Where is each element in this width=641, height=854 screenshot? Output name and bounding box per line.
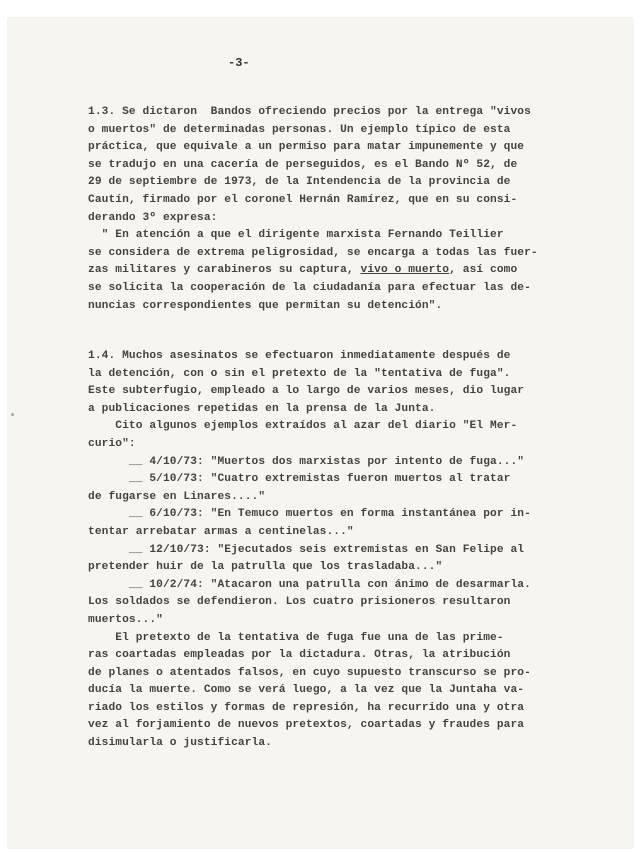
- text-line: se solicita la cooperación de la ciudadanía para efectuar las de-: [88, 281, 531, 294]
- text-line: " En atención a que el dirigente marxista Fernando Teillier: [88, 229, 504, 242]
- text-line: muertos...": [88, 613, 163, 626]
- text-line: nuncias correspondientes que permitan su detención".: [88, 299, 443, 312]
- text-line: 1.3. Se dictaron Bandos ofreciendo precios por la entrega "vivos: [88, 106, 531, 118]
- text-line: derando 3º expresa:: [88, 211, 218, 224]
- text-line: tentar arrebatar armas a centinelas...": [88, 525, 354, 538]
- ink-speck: [11, 413, 14, 416]
- text-line: a publicaciones repetidas en la prensa de la Junta.: [88, 402, 436, 415]
- text-line: __ 6/10/73: "En Temuco muertos en forma instantánea por in-: [88, 508, 531, 521]
- text-line: de planes o atentados falsos, en cuyo supuesto transcurso se pro-: [88, 666, 531, 679]
- text-line: se considera de extrema peligrosidad, se encarga a todas las fuer-: [88, 246, 538, 259]
- text-line: se tradujo en una cacería de perseguidos, es el Bando Nº 52, de: [88, 158, 518, 171]
- text-line: __ 5/10/73: "Cuatro extremistas fueron muertos al tratar: [88, 473, 511, 486]
- section-1-3: [88, 104, 588, 315]
- text-line: la detención, con o sin el pretexto de la "tentativa de fuga".: [88, 367, 511, 380]
- text-line: de fugarse en Linares....": [88, 490, 266, 503]
- text-line: riado los estilos y formas de represión, ha recurrido una y otra: [88, 701, 525, 714]
- underlined-phrase: vivo o muerto: [360, 264, 450, 277]
- text-line: ras coartadas empleadas por la dictadura. Otras, la atribución: [88, 649, 511, 662]
- text-line: 29 de septiembre de 1973, de la Intendencia de la provincia de: [88, 176, 511, 189]
- text-line: Este subterfugio, empleado a lo largo de varios meses, dio lugar: [88, 385, 525, 398]
- page-number: -3-: [228, 56, 250, 70]
- text-line: ducía la muerte. Como se verá luego, a la vez que la Juntaha va-: [88, 684, 525, 697]
- text-line: práctica, que equivale a un permiso para matar impunemente y que: [88, 141, 525, 154]
- text-line: curio":: [88, 437, 136, 450]
- text-line: Los soldados se defendieron. Los cuatro prisioneros resultaron: [88, 596, 511, 609]
- text-line: Cautín, firmado por el coronel Hernán Ramírez, que en su consi-: [88, 193, 518, 206]
- text-line: disimularla o justificarla.: [88, 737, 272, 750]
- text-line: o muertos" de determinadas personas. Un ejemplo típico de esta: [88, 123, 511, 136]
- text-line: __ 12/10/73: "Ejecutados seis extremistas en San Felipe al: [88, 543, 525, 556]
- text-line: __ 10/2/74: "Atacaron una patrulla con ánimo de desarmarla.: [88, 578, 531, 591]
- text-line: __ 4/10/73: "Muertos dos marxistas por intento de fuga...": [88, 455, 525, 468]
- text-line: El pretexto de la tentativa de fuga fue una de las prime-: [88, 631, 504, 644]
- text-line: 1.4. Muchos asesinatos se efectuaron inmediatamente después de: [88, 350, 511, 362]
- document-page: [8, 18, 633, 848]
- text-line: pretender huir de la patrulla que los trasladaba...": [88, 561, 443, 574]
- text-line: Cito algunos ejemplos extraídos al azar del diario "El Mer-: [88, 420, 518, 433]
- text-line: zas militares y carabineros su captura, vivo o muerto, así como: [88, 264, 518, 277]
- section-1-4: [88, 348, 588, 753]
- text-line: vez al forjamiento de nuevos pretextos, coartadas y fraudes para: [88, 719, 525, 732]
